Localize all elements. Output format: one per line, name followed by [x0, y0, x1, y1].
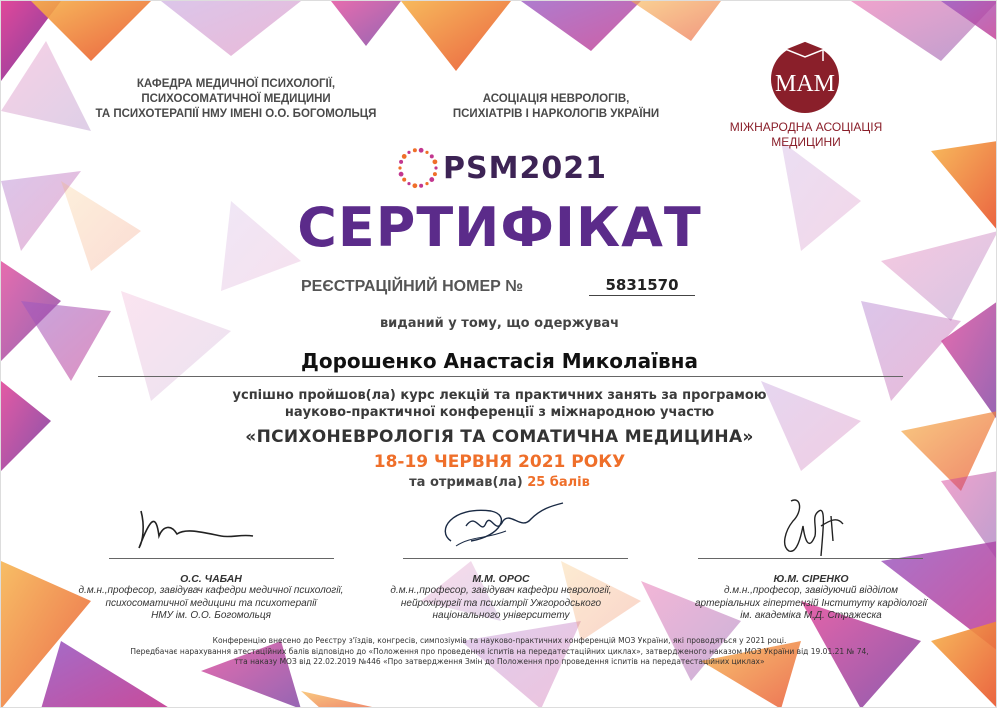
signatory-1-name: О.С. ЧАБАН — [180, 573, 242, 585]
conference-date: 18-19 ЧЕРВНЯ 2021 РОКУ — [373, 452, 626, 472]
psm-logo-dot — [429, 177, 434, 182]
signature-sirenko — [771, 496, 861, 558]
mam-logo — [767, 39, 843, 115]
department-name — [71, 77, 401, 122]
psm-logo-dot — [430, 154, 434, 158]
points-value: 25 балів — [527, 475, 590, 490]
psm-dots-logo-icon — [394, 144, 442, 192]
signatory-3-desc-2: артеріальних гіпертензій Інституту кардіології — [694, 597, 928, 609]
course-line-1: успішно пройшов(ла) курс лекцій та практичних занять за програмою — [232, 388, 767, 403]
recipient-name: Дорошенко Анастасія Миколаївна — [301, 349, 698, 373]
psm-logo-dot — [407, 151, 410, 154]
psm-logo-dot — [433, 159, 438, 164]
signature-oros — [431, 501, 571, 551]
footer-line-1: Конференцію внесено до Реєстру з'їздів, конгресів, симпозіумів та науково-практичних конференцій МОЗ України, які проводяться у 2021 році. — [212, 636, 787, 645]
psm-logo-dot — [399, 160, 403, 164]
course-description — [1, 387, 997, 421]
received-prefix: та отримав(ла) — [409, 475, 523, 490]
association-line-1: АСОЦІАЦІЯ НЕВРОЛОГІВ, — [482, 93, 630, 105]
signatory-3-name: Ю.М. СІРЕНКО — [773, 573, 849, 585]
signature-chaban — [131, 506, 261, 556]
psm-logo-dot — [412, 183, 417, 188]
association-line-2: ПСИХІАТРІВ І НАРКОЛОГІВ УКРАЇНИ — [452, 108, 660, 120]
psm-logo-dot — [402, 154, 407, 159]
registration-label: РЕЄСТРАЦІЙНИЙ НОМЕР № — [301, 278, 524, 295]
psm-logo-dot — [407, 182, 410, 185]
psm-logo-dot — [419, 184, 423, 188]
signatory-3-desc-1: д.м.н.,професор, завідуючий відділом — [723, 585, 899, 596]
department-line-1: КАФЕДРА МЕДИЧНОЇ ПСИХОЛОГІЇ, — [136, 78, 336, 90]
department-line-3: ТА ПСИХОТЕРАПІЇ НМУ ІМЕНІ О.О. БОГОМОЛЬЦЯ — [95, 108, 377, 120]
received-points — [1, 475, 997, 490]
psm-logo-dot — [413, 148, 417, 152]
signatory-2-name: М.М. ОРОС — [472, 573, 530, 585]
signatory-2-desc-1: д.м.н.,професор, завідувач кафедри неврології, — [390, 585, 612, 596]
footer-line-3: тта наказу МОЗ від 22.02.2019 №446 «Про затвердження Змін до Положення про проведення іспитів на передатестаційних циклах» — [234, 657, 765, 666]
signature-line-3 — [698, 558, 923, 559]
course-line-2: науково-практичної конференції з міжнародною участю — [284, 405, 715, 420]
psm-logo-dot — [433, 172, 437, 176]
issued-text: виданий у тому, що одержувач — [379, 316, 620, 331]
signatory-2-desc-2: нейрохірургії та психіатрії Ужгородського — [400, 597, 602, 609]
psm-logo-dot — [399, 172, 404, 177]
footer-line-2: Передбачає нарахування атестаційних балів відповідно до «Положення про проведення іспитів на передатестаційних циклах», затвердженого наказом МОЗ України від 19.01.21 № 74, — [130, 646, 869, 656]
psm-logo-dot — [398, 166, 401, 169]
association-name — [411, 92, 701, 122]
department-line-2: ПСИХОСОМАТИЧНОЇ МЕДИЦИНИ — [141, 93, 331, 105]
signatory-3 — [631, 573, 991, 623]
mam-caption — [723, 120, 889, 150]
psm-logo-dot — [425, 151, 428, 154]
signature-line-2 — [403, 558, 628, 559]
signatory-2-desc-3: національного університету — [432, 610, 570, 621]
signatory-3-desc-3: ім. академіка М.Д. Стражеска — [740, 610, 882, 621]
certificate-title: СЕРТИФІКАТ — [297, 196, 702, 259]
signatory-1-desc-3: НМУ ім. О.О. Богомольця — [151, 610, 271, 621]
signatory-1-desc-1: д.м.н.,професор, завідувач кафедри медичної психології, — [78, 585, 344, 596]
psm-logo-dot — [402, 178, 406, 182]
psm-logo-dot — [419, 148, 424, 153]
event-logo-text: PSM2021 — [443, 151, 607, 186]
footer-note — [1, 636, 997, 668]
psm-logo-dot — [425, 182, 428, 185]
signature-line-1 — [109, 558, 334, 559]
psm-logo-dot — [434, 166, 437, 169]
registration-number: 5831570 — [589, 276, 695, 296]
recipient-underline — [98, 376, 903, 377]
mam-logo-text: МАМ — [774, 71, 836, 97]
conference-title: «ПСИХОНЕВРОЛОГІЯ ТА СОМАТИЧНА МЕДИЦИНА» — [245, 427, 754, 447]
mam-caption-line-1: МІЖНАРОДНА АСОЦІАЦІЯ — [729, 120, 883, 134]
mam-caption-line-2: МЕДИЦИНИ — [771, 135, 841, 149]
signatory-2 — [321, 573, 681, 623]
signatory-1-desc-2: психосоматичної медицини та психотерапії — [105, 597, 317, 609]
